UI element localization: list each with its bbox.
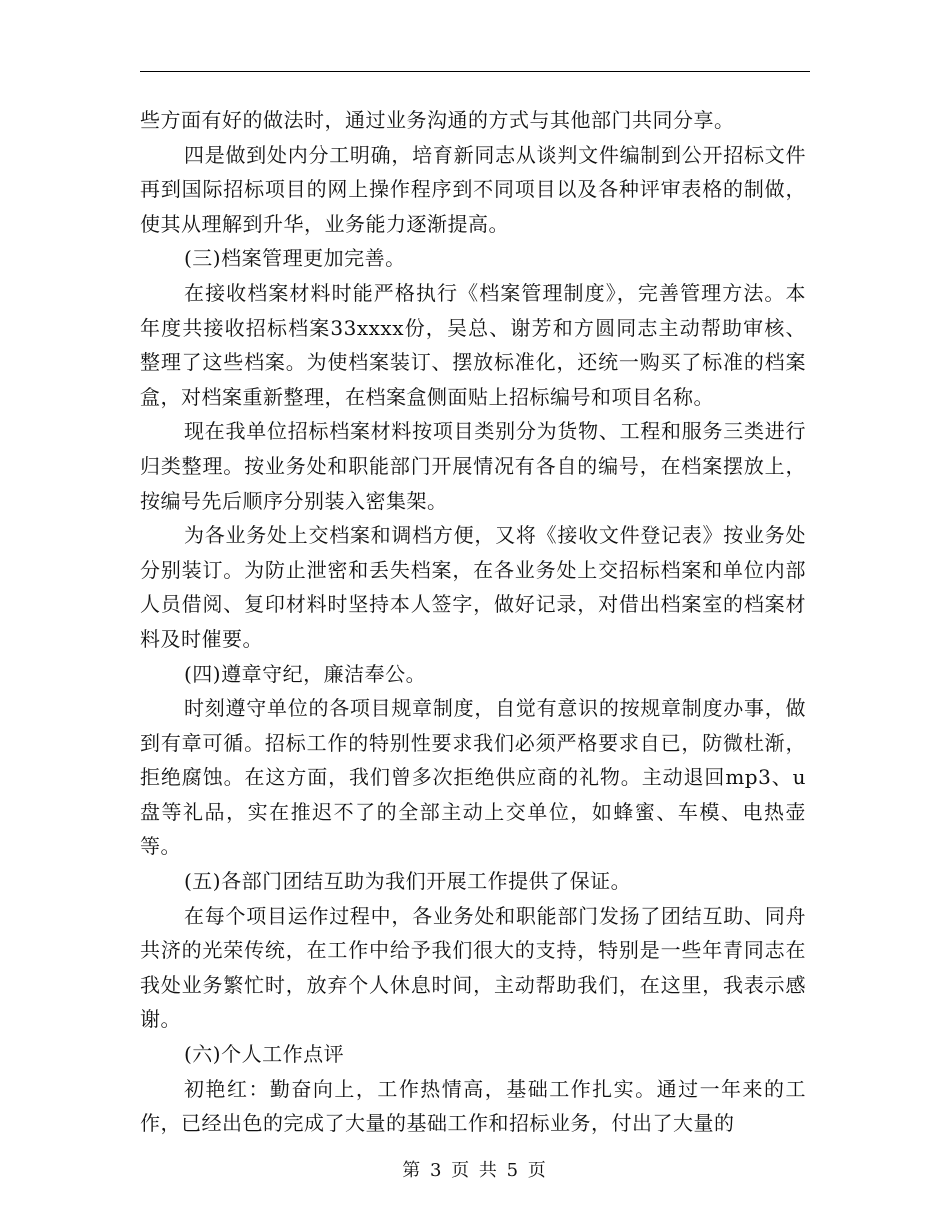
paragraph: 在每个项目运作过程中，各业务处和职能部门发扬了团结互助、同舟共济的光荣传统，在工作中给予我们很大的支持，特别是一些年青同志在我处业务繁忙时，放弃个人休息时间，主动帮助我们，在这里，我表示感谢。	[140, 903, 806, 1032]
section-heading: (四)遵章守纪，廉洁奉公。	[184, 661, 427, 686]
paragraph: 时刻遵守单位的各项目规章制度，自觉有意识的按规章制度办事，做到有章可循。招标工作的特别性要求我们必须严格要求自已，防微杜渐，拒绝腐蚀。在这方面，我们曾多次拒绝供应商的礼物。主动退回mp3、u盘等礼品，实在推迟不了的全部主动上交单位，如蜂蜜、车模、电热壶等。	[140, 696, 806, 859]
paragraph: 初艳红：勤奋向上，工作热情高，基础工作扎实。通过一年来的工作，已经出色的完成了大量的基础工作和招标业务，付出了大量的	[140, 1076, 806, 1136]
paragraph: 为各业务处上交档案和调档方便，又将《接收文件登记表》按业务处分别装订。为防止泄密和丢失档案，在各业务处上交招标档案和单位内部人员借阅、复印材料时坚持本人签字，做好记录，对借出档案室的档案材料及时催要。	[140, 523, 806, 651]
document-body	[140, 103, 806, 1141]
page-number-footer: 第 3 页 共 5 页	[402, 1160, 548, 1181]
section-heading: (六)个人工作点评	[184, 1042, 345, 1067]
section-heading: (三)档案管理更加完善。	[184, 246, 406, 271]
header-rule	[140, 71, 810, 72]
section-heading: (五)各部门团结互助为我们开展工作提供了保证。	[184, 869, 632, 894]
paragraph: 四是做到处内分工明确，培育新同志从谈判文件编制到公开招标文件再到国际招标项目的网上操作程序到不同项目以及各种评审表格的制做，使其从理解到升华，业务能力逐渐提高。	[140, 142, 806, 236]
paragraph: 现在我单位招标档案材料按项目类别分为货物、工程和服务三类进行归类整理。按业务处和职能部门开展情况有各自的编号，在档案摆放上，按编号先后顺序分别装入密集架。	[140, 419, 806, 513]
paragraph: 在接收档案材料时能严格执行《档案管理制度》，完善管理方法。本年度共接收招标档案33xxxx份，吴总、谢芳和方圆同志主动帮助审核、整理了这些档案。为使档案装订、摆放标准化，还统一购买了标准的档案盒，对档案重新整理，在档案盒侧面贴上招标编号和项目名称。	[140, 280, 806, 409]
paragraph: 些方面有好的做法时，通过业务沟通的方式与其他部门共同分享。	[140, 108, 735, 132]
